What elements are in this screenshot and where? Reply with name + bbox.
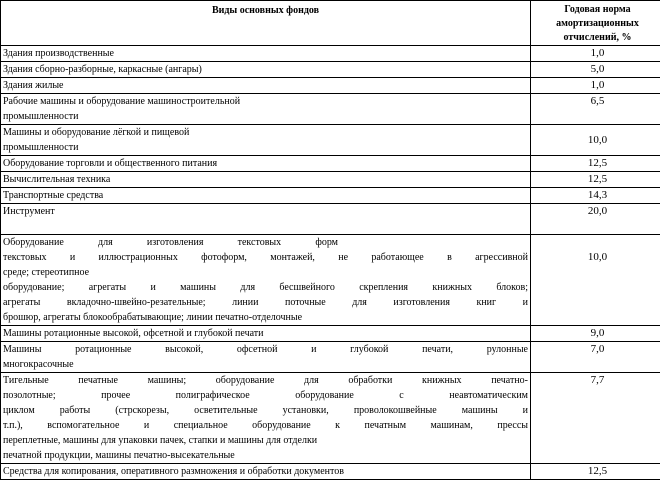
table-row	[1, 78, 660, 94]
asset-name-line: Здания производственные	[3, 48, 114, 59]
asset-name-line: Оборудование торговли и общественного питания	[3, 158, 218, 169]
asset-name-line: многокрасочные	[3, 359, 74, 370]
table-row	[1, 188, 660, 204]
table-row	[1, 235, 660, 326]
table-row	[1, 326, 660, 342]
rate-value: 7,7	[531, 373, 660, 464]
asset-name-cell	[1, 62, 531, 78]
asset-name-line: т.п.), вспомогательное и специальное оборудование к печатным машинам, прессы	[3, 420, 528, 431]
asset-name-cell	[1, 188, 531, 204]
table-row	[1, 46, 660, 62]
asset-name-cell	[1, 342, 531, 373]
asset-name-line: Оборудование для изготовления текстовых форм	[3, 237, 338, 248]
rate-value: 1,0	[531, 46, 660, 62]
rate-value	[531, 235, 660, 326]
rate-value-text: 10,0	[587, 251, 608, 263]
asset-name-cell	[1, 78, 531, 94]
rate-value: 10,0	[531, 125, 660, 156]
rate-value: 12,5	[531, 172, 660, 188]
asset-name-line: Инструмент	[3, 206, 55, 217]
rate-value: 9,0	[531, 326, 660, 342]
asset-name-line: позолотные; прочее полиграфическое оборудование с неавтоматическим	[3, 390, 528, 401]
asset-name-line: Транспортные средства	[3, 190, 104, 201]
asset-name-line: Здания жилые	[3, 80, 64, 91]
table-row	[1, 62, 660, 78]
asset-name-line: оборудование; агрегаты и машины для бесшвейного скрепления книжных блоков;	[3, 282, 528, 293]
rate-value: 20,0	[531, 204, 660, 235]
table-row	[1, 464, 660, 480]
asset-name-cell	[1, 235, 531, 326]
table-row	[1, 172, 660, 188]
asset-name-line: Машины ротационные высокой, офсетной и глубокой печати, рулонные	[3, 344, 528, 355]
asset-name-line: брошюр, агрегаты блокообрабатывающие; линии печатно-отделочные	[3, 312, 303, 323]
asset-name-line: среде; стереотипное	[3, 267, 90, 278]
asset-name-line: Машины и оборудование лёгкой и пищевой	[3, 127, 190, 138]
asset-name-cell	[1, 156, 531, 172]
asset-name-line: Здания сборно-разборные, каркасные (ангары)	[3, 64, 202, 75]
rate-value: 12,5	[531, 156, 660, 172]
asset-name-cell	[1, 373, 531, 464]
table-row	[1, 156, 660, 172]
asset-name-cell	[1, 125, 531, 156]
asset-name-cell	[1, 172, 531, 188]
table-row	[1, 125, 660, 156]
table-row	[1, 373, 660, 464]
asset-name-line: агрегаты вкладочно-швейно-резательные; линии поточные для изготовления книг и	[3, 297, 528, 308]
asset-name-line: циклом работы (стрскорезы, осветительные установки, проволокошвейные машины и	[3, 405, 528, 416]
header-rate-line1: Годовая норма	[564, 4, 631, 15]
asset-name-cell	[1, 204, 531, 235]
table-row	[1, 342, 660, 373]
asset-name-line: промышленности	[3, 142, 79, 153]
asset-name-cell	[1, 94, 531, 125]
asset-name-cell	[1, 46, 531, 62]
asset-name-line: промышленности	[3, 111, 79, 122]
rate-value: 7,0	[531, 342, 660, 373]
rate-value: 12,5	[531, 464, 660, 480]
asset-name-line: Тигельные печатные машины; оборудование для обработки книжных печатно-	[3, 375, 528, 386]
asset-name-line: Рабочие машины и оборудование машиностроительной	[3, 96, 241, 107]
rate-value: 6,5	[531, 94, 660, 125]
rate-value: 1,0	[531, 78, 660, 94]
asset-name-line: Вычислительная техника	[3, 174, 111, 185]
header-annual-rate	[531, 1, 660, 46]
header-rate-line3: отчислений, %	[563, 32, 632, 43]
table-row	[1, 94, 660, 125]
header-asset-types: Виды основных фондов	[1, 1, 531, 46]
table-header-row	[1, 1, 660, 46]
asset-name-line: переплетные, машины для упаковки пачек, стапки и машины для отделки	[3, 435, 318, 446]
asset-name-cell	[1, 326, 531, 342]
rate-value: 14,3	[531, 188, 660, 204]
asset-name-line: текстовых и иллюстрационных фотоформ, монтажей, не работающее в агрессивной	[3, 252, 528, 263]
asset-name-cell	[1, 464, 531, 480]
asset-name-line: печатной продукции, машины печатно-высекательные	[3, 450, 235, 461]
rate-value: 5,0	[531, 62, 660, 78]
header-rate-line2: амортизационных	[556, 18, 639, 29]
asset-name-line: Машины ротационные высокой, офсетной и глубокой печати	[3, 328, 264, 339]
table-row	[1, 204, 660, 235]
asset-name-line: Средства для копирования, оперативного размножения и обработки документов	[3, 466, 344, 477]
